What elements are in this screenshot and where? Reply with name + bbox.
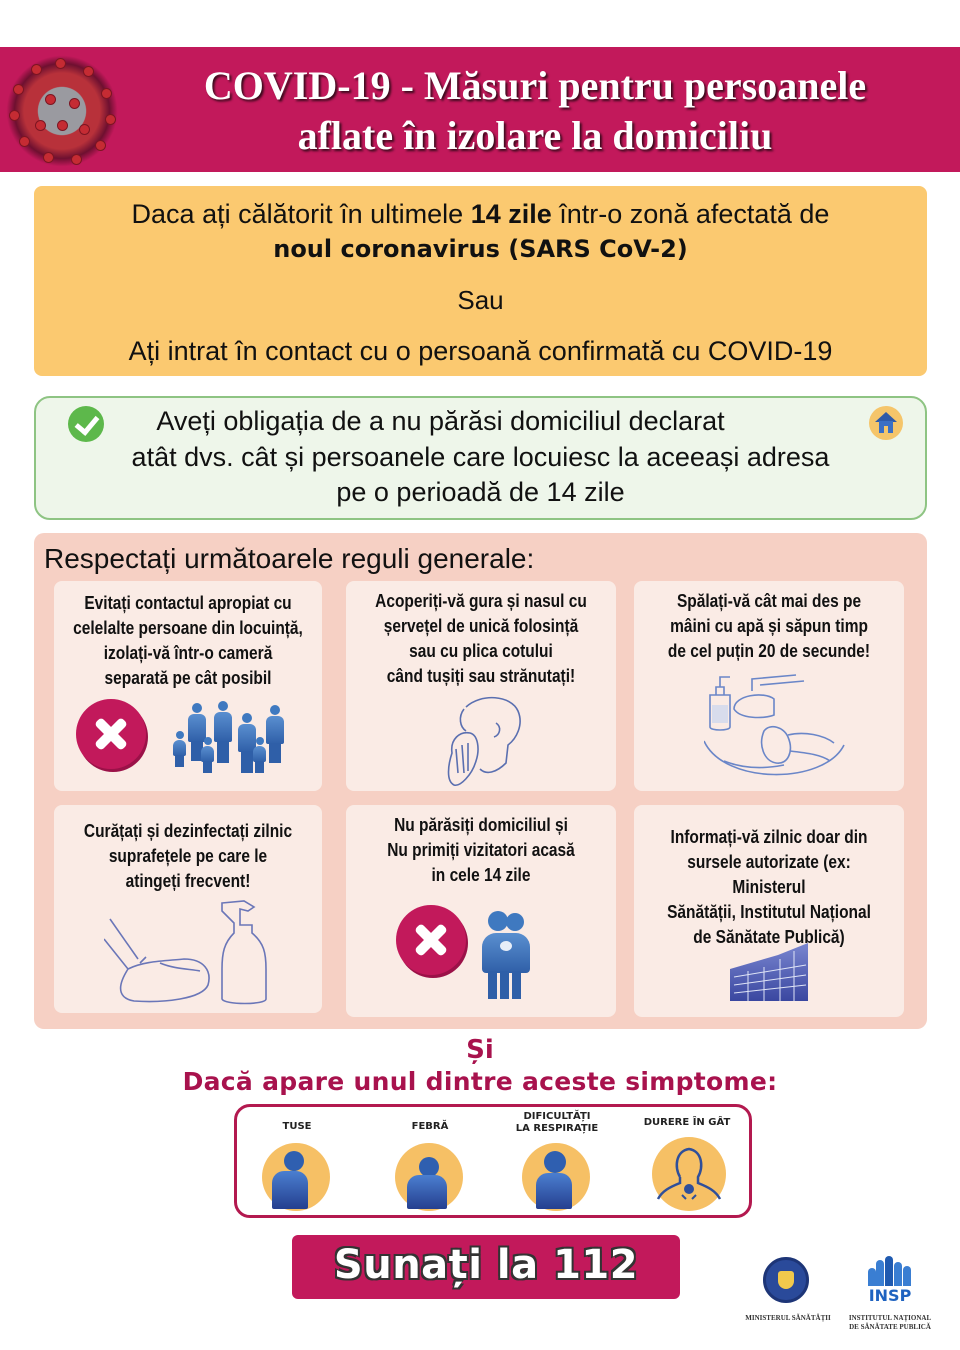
hand-washing-icon	[704, 665, 854, 785]
breathing-difficulty-icon	[522, 1143, 590, 1211]
rule-card-wash-hands	[634, 581, 904, 791]
rule-text: Acoperiți-vă gura și nasul cu șervețel de unică folosință sau cu plica cotului când tușiți sau strănutați!	[375, 591, 587, 686]
romanian-government-logo	[763, 1257, 809, 1303]
rule-card-cover-cough	[346, 581, 616, 791]
cleaning-spray-icon	[104, 899, 284, 1009]
call-112-banner	[292, 1235, 680, 1299]
insp-logo-text: INSP	[868, 1286, 912, 1305]
condition-line-2: noul coronavirus (SARS CoV-2)	[273, 235, 688, 263]
page-title	[130, 61, 940, 161]
rule-text: Evitați contactul apropiat cu celelalte persoane din locuință, izolați-vă într-o cameră separată pe cât posibil	[73, 593, 303, 688]
insp-caption: INSTITUTUL NAȚIONAL DE SĂNĂTATE PUBLICĂ	[848, 1314, 932, 1331]
symptoms-box: TUSE FEBRĂ DIFICULTĂȚI LA RESPIRAȚIE DURERE ÎN GÂT	[234, 1104, 752, 1218]
rule-card-stay-home	[346, 805, 616, 1017]
call-112-label: Sunați la 112	[333, 1242, 639, 1288]
obligation-line-1: Aveți obligația de a nu părăsi domiciliul declarat	[156, 406, 725, 436]
isolation-obligation-box	[34, 396, 927, 520]
header-banner	[0, 47, 960, 172]
title-line-2: aflate în izolare la domiciliu	[297, 113, 773, 158]
conjunction-and: Și	[466, 1035, 494, 1065]
cough-icon	[262, 1143, 330, 1211]
forbidden-icon	[76, 699, 146, 769]
obligation-line-3: pe o perioadă de 14 zile	[336, 477, 625, 507]
general-rules-panel	[34, 533, 927, 1029]
symptoms-title: Dacă apare unul dintre aceste simptome:	[182, 1067, 778, 1096]
rule-card-avoid-contact	[54, 581, 322, 791]
ministry-of-health-caption: MINISTERUL SĂNĂTĂȚII	[745, 1314, 831, 1322]
rule-text: Nu părăsiți domiciliul și Nu primiți vizitatori acasă in cele 14 zile	[387, 815, 575, 885]
title-line-1: COVID-19 - Măsuri pentru persoanele	[203, 63, 867, 108]
rule-card-disinfect	[54, 805, 322, 1013]
condition-line-1: Daca ați călătorit în ultimele 14 zile într-o zonă afectată de	[131, 199, 830, 229]
travel-contact-condition-box	[34, 186, 927, 376]
condition-line-contact: Ați intrat în contact cu o persoană confirmată cu COVID-19	[128, 336, 833, 366]
rule-card-authorized-sources	[634, 805, 904, 1017]
family-group-icon	[164, 699, 294, 779]
sneezing-person-icon	[436, 693, 536, 789]
rule-text: Spălați-vă cât mai des pe mâini cu apă și săpun timp de cel puțin 20 de secunde!	[667, 591, 871, 661]
family-icon	[480, 909, 540, 999]
condition-or: Sau	[457, 285, 504, 315]
insp-logo-icon	[866, 1256, 912, 1286]
rule-text: Informați-vă zilnic doar din sursele autorizate (ex: Ministerul Sănătății, Institutul Național de Sănătate Publică)	[667, 827, 871, 947]
obligation-line-2: atât dvs. cât și persoanele care locuiesc la aceeași adresa	[131, 442, 830, 472]
forbidden-icon	[396, 905, 466, 975]
coronavirus-icon	[6, 55, 118, 167]
rules-title: Respectați următoarele reguli generale:	[44, 543, 535, 574]
sore-throat-icon	[652, 1137, 726, 1211]
ministry-building-icon	[728, 939, 812, 1003]
fever-icon	[395, 1143, 463, 1211]
rule-text: Curățați și dezinfectați zilnic suprafețele pe care le atingeți frecvent!	[83, 821, 293, 891]
